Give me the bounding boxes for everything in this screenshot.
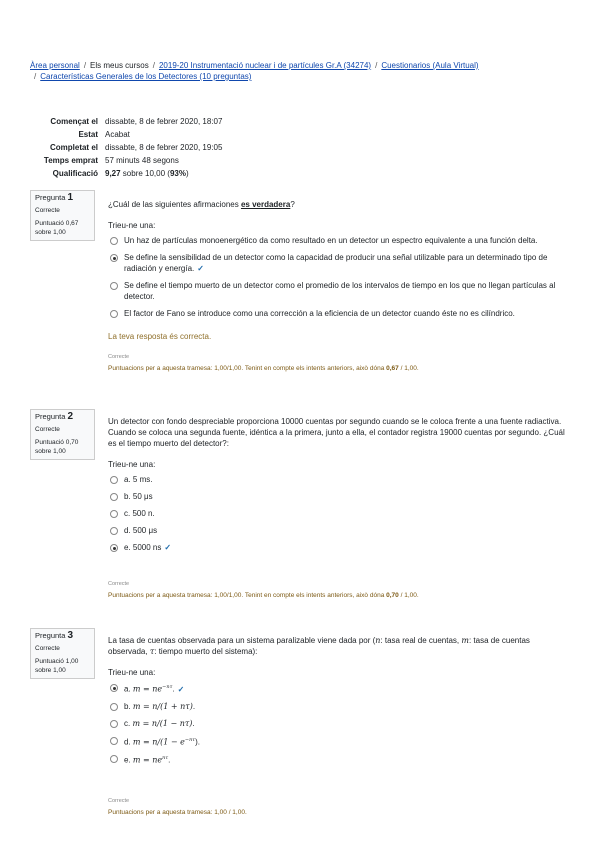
answer-option[interactable] bbox=[108, 718, 566, 729]
radio-button[interactable] bbox=[110, 282, 118, 290]
option-formula: m = ne bbox=[132, 755, 163, 765]
option-text bbox=[124, 735, 200, 748]
marks-text: / 1,00. bbox=[398, 592, 419, 599]
breadcrumb-separator: / bbox=[152, 61, 155, 70]
summary-label: Temps emprat bbox=[43, 156, 98, 165]
question-text bbox=[108, 635, 566, 657]
math-symbol: n bbox=[375, 636, 381, 645]
question-text: Un detector con fondo despreciable proporciona 10000 cuentas por segundo cuando se le coloca frente a una fuente radiactiva. Cuando se coloca una segunda fuente, idéntica a la primera, junto a ella, el contador registra 19000 cuentas por segundo. ¿Cuál es el tiempo muerto del detector?: bbox=[108, 417, 565, 448]
math-symbol: τ bbox=[149, 647, 155, 656]
question-score: Puntuació 1,00 sobre 1,00 bbox=[35, 658, 79, 674]
answer-option[interactable] bbox=[108, 280, 566, 302]
check-icon: ✓ bbox=[177, 684, 185, 694]
option-text-value: Se define la sensibilidad de un detector como la capacidad de producir una señal utilizable para un determinado tipo de radiación y energía. bbox=[124, 253, 548, 273]
option-prefix: d. bbox=[124, 737, 131, 747]
answer-option[interactable] bbox=[108, 682, 566, 695]
option-prefix: e. bbox=[124, 755, 131, 765]
summary-value: dissabte, 8 de febrer 2020, 19:05 bbox=[105, 143, 223, 152]
marks-text: Puntuacions per a aquesta tramesa: 1,00/1,00. Tenint en compte els intents anteriors, això dóna bbox=[108, 365, 387, 372]
radio-button-selected[interactable] bbox=[110, 544, 118, 552]
question-number bbox=[35, 413, 90, 422]
summary-grade bbox=[30, 167, 430, 180]
question-score: Puntuació 0,70 sobre 1,00 bbox=[35, 439, 79, 455]
question-number bbox=[35, 632, 90, 641]
radio-button-selected[interactable] bbox=[110, 684, 118, 692]
option-end: . bbox=[192, 701, 196, 711]
question-label: Pregunta bbox=[35, 193, 66, 202]
question-score: Puntuació 0,67 sobre 1,00 bbox=[35, 220, 79, 236]
radio-button[interactable] bbox=[110, 737, 118, 745]
radio-button[interactable] bbox=[110, 755, 118, 763]
option-text bbox=[124, 252, 566, 274]
answer-option[interactable] bbox=[108, 235, 566, 246]
question-content bbox=[108, 199, 566, 374]
summary-value: Acabat bbox=[105, 130, 130, 139]
answer-prompt: Trieu-ne una: bbox=[108, 668, 156, 677]
option-exponent: nτ bbox=[162, 755, 169, 762]
option-text: a. 5 ms. bbox=[124, 475, 153, 484]
radio-button[interactable] bbox=[110, 493, 118, 501]
feedback-status: Correcte bbox=[108, 354, 130, 360]
option-text bbox=[124, 753, 170, 766]
summary-value: dissabte, 8 de febrer 2020, 18:07 bbox=[105, 117, 223, 126]
marks-value: 0,70 bbox=[386, 592, 399, 599]
summary-time-taken bbox=[30, 154, 430, 167]
answer-option[interactable] bbox=[108, 308, 566, 319]
breadcrumb-separator: / bbox=[375, 61, 378, 70]
grade-out-of: sobre 10,00 ( bbox=[120, 169, 170, 178]
answer-option[interactable] bbox=[108, 525, 566, 536]
answer-prompt: Trieu-ne una: bbox=[108, 460, 156, 469]
option-formula: m = n/(1 − nτ) bbox=[132, 718, 193, 728]
question-text-part: ¿Cuál de las siguientes afirmaciones bbox=[108, 200, 241, 209]
option-prefix: a. bbox=[124, 684, 131, 694]
marks-summary bbox=[108, 590, 566, 601]
option-text: Un haz de partículas monoenergético da como resultado en un detector un espectro equivalente a una función delta. bbox=[124, 236, 538, 245]
question-info bbox=[30, 190, 95, 241]
marks-text: Puntuacions per a aquesta tramesa: 1,00/1,00. Tenint en compte els intents anteriors, això dóna bbox=[108, 592, 387, 599]
feedback-status: Correcte bbox=[108, 797, 130, 804]
option-end: . bbox=[192, 718, 195, 728]
summary-label: Començat el bbox=[50, 117, 98, 126]
option-text bbox=[124, 542, 171, 553]
question-content bbox=[108, 416, 566, 601]
summary-started bbox=[30, 115, 430, 128]
option-exponent: −nτ bbox=[162, 684, 173, 690]
breadcrumb-course[interactable]: 2019-20 Instrumentació nuclear i de partícules Gr.A (34274) bbox=[158, 61, 372, 70]
summary-value: 57 minuts 48 segons bbox=[105, 156, 179, 165]
option-text bbox=[124, 682, 184, 695]
answer-option[interactable] bbox=[108, 252, 566, 274]
question-info bbox=[30, 628, 95, 679]
option-text: Se define el tiempo muerto de un detector como el promedio de los intervalos de tiempo en los que no llegan partículas al detector. bbox=[124, 281, 556, 301]
marks-text: / 1,00. bbox=[398, 365, 419, 372]
grade-value: 9,27 bbox=[105, 169, 121, 178]
emphasis-true: es verdadera bbox=[240, 200, 291, 209]
option-text: b. 50 μs bbox=[124, 492, 153, 501]
question-number-value: 3 bbox=[67, 630, 74, 641]
marks-summary bbox=[108, 363, 566, 374]
option-end: . bbox=[172, 684, 175, 694]
answer-option[interactable] bbox=[108, 542, 566, 553]
marks-value: 0,67 bbox=[386, 365, 399, 372]
attempt-summary bbox=[30, 115, 430, 180]
radio-button[interactable] bbox=[110, 527, 118, 535]
question-text-part: ? bbox=[290, 200, 295, 209]
radio-button-selected[interactable] bbox=[110, 254, 118, 262]
question-status: Correcte bbox=[35, 206, 60, 214]
question-number-value: 2 bbox=[67, 411, 74, 422]
question-number bbox=[35, 194, 90, 203]
question-text-part: : tiempo muerto del sistema): bbox=[154, 647, 258, 656]
feedback-status: Correcte bbox=[108, 581, 130, 587]
option-text bbox=[124, 718, 195, 729]
math-symbol: m bbox=[461, 636, 469, 645]
summary-label: Completat el bbox=[49, 143, 98, 152]
check-icon: ✓ bbox=[197, 264, 204, 273]
answer-option[interactable] bbox=[108, 735, 566, 748]
option-end: . bbox=[168, 755, 171, 765]
breadcrumb-section[interactable]: Cuestionarios (Aula Virtual) bbox=[381, 61, 479, 70]
check-icon: ✓ bbox=[164, 543, 172, 552]
question-status: Correcte bbox=[35, 425, 60, 433]
question-status: Correcte bbox=[35, 644, 60, 652]
question-info bbox=[30, 409, 95, 460]
radio-button[interactable] bbox=[110, 476, 118, 484]
radio-button[interactable] bbox=[110, 720, 118, 728]
option-exponent: −nτ bbox=[184, 736, 196, 743]
question-text-part: : tasa real de cuentas, bbox=[380, 636, 462, 645]
option-text: c. 500 n. bbox=[124, 509, 155, 518]
answer-option[interactable] bbox=[108, 508, 566, 519]
answer-prompt: Trieu-ne una: bbox=[108, 221, 156, 230]
grade-percent: 93% bbox=[169, 169, 186, 178]
radio-button[interactable] bbox=[110, 237, 118, 245]
question-text-part: La tasa de cuentas observada para un sistema paralizable viene dada por ( bbox=[108, 636, 376, 645]
option-text: El factor de Fano se introduce como una corrección a la eficiencia de un detector cuando éste no es cilíndrico. bbox=[124, 309, 515, 318]
option-text: d. 500 μs bbox=[124, 526, 158, 535]
option-prefix: c. bbox=[124, 718, 131, 728]
option-formula: m = n/(1 − e bbox=[132, 737, 185, 747]
answer-option[interactable] bbox=[108, 753, 566, 766]
radio-button[interactable] bbox=[110, 310, 118, 318]
general-feedback: La teva resposta és correcta. bbox=[108, 332, 212, 341]
radio-button[interactable] bbox=[110, 510, 118, 518]
answer-option[interactable] bbox=[108, 491, 566, 502]
breadcrumb-home[interactable]: Àrea personal bbox=[30, 61, 80, 70]
option-formula: m = n/(1 + nτ) bbox=[132, 701, 193, 711]
option-end: ). bbox=[195, 737, 200, 747]
option-formula: m = ne bbox=[132, 684, 163, 694]
option-text-value: e. 5000 ns bbox=[124, 543, 162, 552]
summary-completed bbox=[30, 141, 430, 154]
breadcrumb-separator: / bbox=[34, 72, 37, 81]
summary-value bbox=[105, 167, 430, 180]
breadcrumb bbox=[30, 60, 570, 82]
question-label: Pregunta bbox=[35, 631, 66, 640]
question-label: Pregunta bbox=[35, 412, 66, 421]
answer-option[interactable] bbox=[108, 701, 566, 712]
breadcrumb-separator: / bbox=[83, 61, 87, 70]
marks-summary: Puntuacions per a aquesta tramesa: 1,00 / 1,00. bbox=[108, 808, 247, 816]
summary-label: Qualificació bbox=[52, 169, 98, 178]
summary-state bbox=[30, 128, 430, 141]
question-text bbox=[108, 199, 566, 210]
option-text bbox=[124, 701, 195, 712]
question-text-part: : tasa de cuentas observada, bbox=[108, 636, 530, 656]
breadcrumb-quiz[interactable]: Características Generales de los Detectores (10 preguntas) bbox=[40, 72, 252, 81]
answer-option[interactable] bbox=[108, 474, 566, 485]
question-number-value: 1 bbox=[67, 192, 74, 203]
option-prefix: b. bbox=[124, 701, 131, 711]
breadcrumb-my-courses: Els meus cursos bbox=[90, 61, 149, 70]
question-content bbox=[108, 635, 566, 818]
grade-close: ) bbox=[185, 169, 189, 178]
radio-button[interactable] bbox=[110, 703, 118, 711]
summary-label: Estat bbox=[78, 130, 98, 139]
